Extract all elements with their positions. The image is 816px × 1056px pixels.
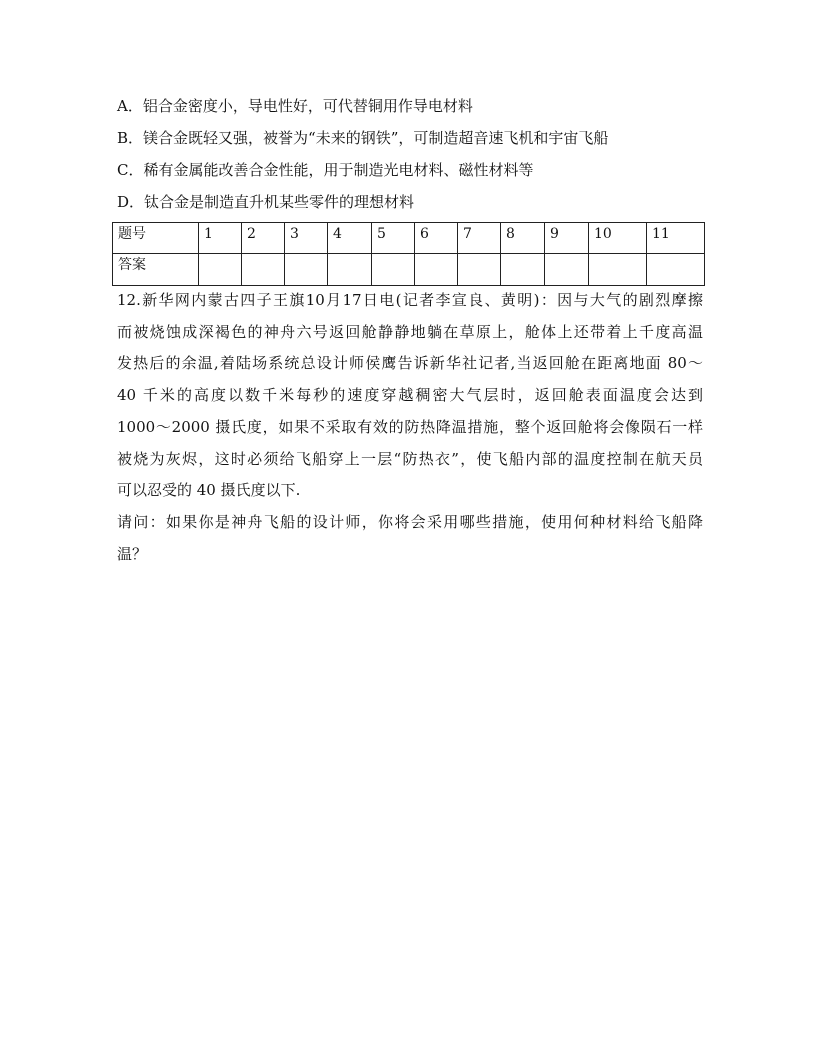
option-d: D．钛合金是制造直升机某些零件的理想材料 xyxy=(117,193,415,211)
answer-cell[interactable] xyxy=(647,254,705,286)
answer-cell[interactable] xyxy=(285,254,328,286)
answer-cell[interactable] xyxy=(545,254,589,286)
question-12 xyxy=(117,285,703,570)
question-12-line: 12.新华网内蒙古四子王旗10月17日电(记者李宣良、黄明)：因与大气的剧烈摩擦 xyxy=(117,291,703,309)
answer-cell[interactable] xyxy=(589,254,647,286)
answer-cell[interactable] xyxy=(242,254,285,286)
table-answer-label: 答案 xyxy=(113,254,199,286)
answer-table-header-row xyxy=(113,223,705,254)
option-b: B．镁合金既轻又强，被誉为“未来的钢铁”，可制造超音速飞机和宇宙飞船 xyxy=(117,129,609,147)
question-12-line: 可以忍受的 40 摄氏度以下. xyxy=(117,481,301,500)
question-number-cell: 7 xyxy=(458,223,501,254)
question-12-line: 被烧为灰烬，这时必须给飞船穿上一层“防热衣”，使飞船内部的温度控制在航天员 xyxy=(117,449,703,468)
answer-cell[interactable] xyxy=(415,254,458,286)
question-number-cell: 10 xyxy=(589,223,647,254)
question-number-cell: 11 xyxy=(647,223,705,254)
answer-cell[interactable] xyxy=(501,254,545,286)
answer-table xyxy=(112,222,705,286)
question-12-line: 40 千米的高度以数千米每秒的速度穿越稠密大气层时，返回舱表面温度会达到 xyxy=(117,386,703,405)
option-c: C．稀有金属能改善合金性能，用于制造光电材料、磁性材料等 xyxy=(117,161,534,179)
question-number-cell: 8 xyxy=(501,223,545,254)
answer-cell[interactable] xyxy=(458,254,501,286)
question-12-ask-line: 温？ xyxy=(117,544,148,563)
question-12-line: 而被烧蚀成深褐色的神舟六号返回舱静静地躺在草原上，舱体上还带着上千度高温 xyxy=(117,322,703,341)
question-number-cell: 9 xyxy=(545,223,589,254)
question-number-cell: 1 xyxy=(199,223,242,254)
question-number-cell: 3 xyxy=(285,223,328,254)
question-number-cell: 6 xyxy=(415,223,458,254)
question-number-cell: 5 xyxy=(372,223,415,254)
answer-cell[interactable] xyxy=(199,254,242,286)
answer-table-answer-row xyxy=(113,254,705,286)
question-12-line: 1000～2000 摄氏度，如果不采取有效的防热降温措施，整个返回舱将会像陨石一样 xyxy=(117,417,703,436)
table-header-label: 题号 xyxy=(113,223,199,254)
question-12-ask-line: 请问：如果你是神舟飞船的设计师，你将会采用哪些措施，使用何种材料给飞船降 xyxy=(117,512,703,531)
question-number-cell: 2 xyxy=(242,223,285,254)
question-number-cell: 4 xyxy=(328,223,372,254)
question-12-line: 发热后的余温,着陆场系统总设计师侯鹰告诉新华社记者,当返回舱在距离地面 80～ xyxy=(117,354,703,373)
answer-cell[interactable] xyxy=(372,254,415,286)
option-a: A．铝合金密度小，导电性好，可代替铜用作导电材料 xyxy=(117,97,473,115)
answer-cell[interactable] xyxy=(328,254,372,286)
